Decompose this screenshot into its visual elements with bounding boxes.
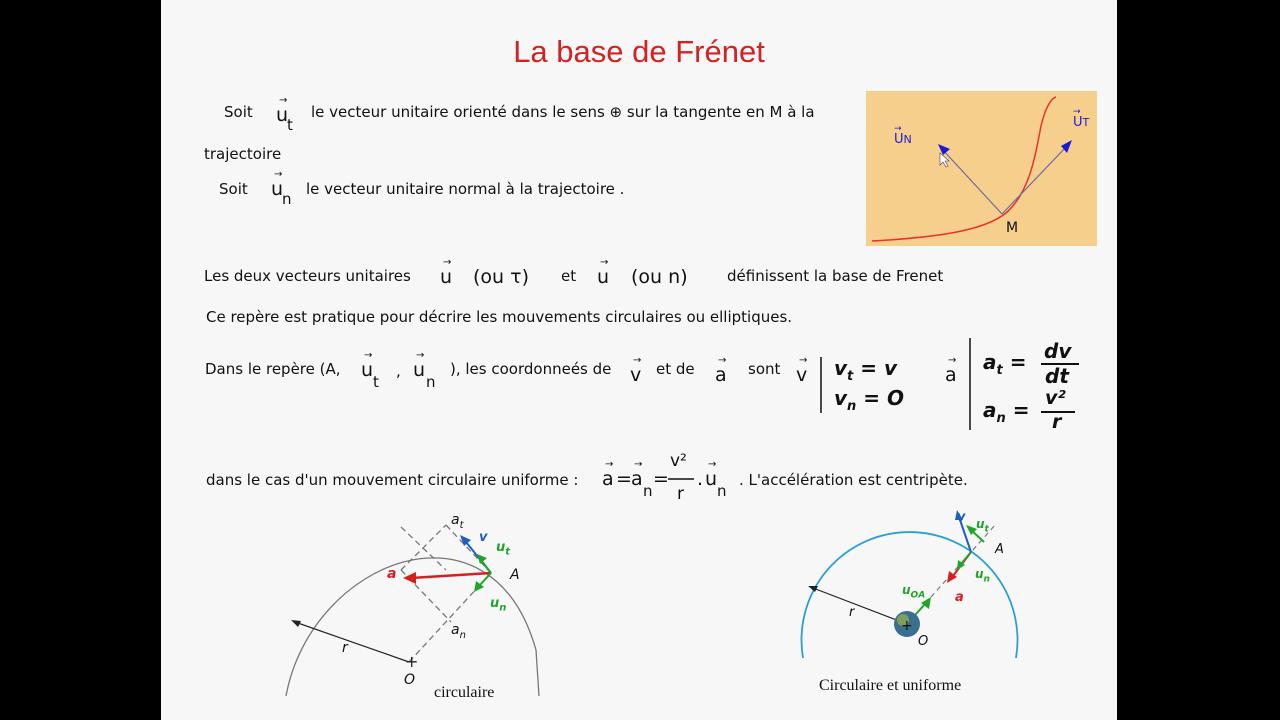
a-vector [411, 573, 491, 578]
definition-ut-text: le vecteur unitaire orienté dans le sens ⊕ sur la tangente en M à la [311, 103, 815, 121]
vector-v: v → [630, 355, 642, 386]
vector-a-2: a → [945, 355, 957, 386]
label-a-left: a [387, 566, 397, 582]
un-vector-right [961, 552, 971, 564]
definissent-text: définissent la base de Frenet [727, 267, 944, 285]
label-O-left: O [404, 672, 416, 688]
label-O-right: O [918, 634, 929, 649]
vt-formula: $v_t = v$ [834, 356, 897, 384]
comma-text: , [396, 362, 401, 380]
vector-a: a → [715, 355, 727, 386]
an-formula: $a_n$ = [983, 398, 1030, 426]
radius-line [295, 622, 409, 662]
label-v-right: v [957, 510, 966, 525]
deux-vecteurs-text: Les deux vecteurs unitaires [204, 267, 411, 285]
label-ut-right: $u_t$ [976, 517, 989, 535]
v2-numerator: v² [1045, 387, 1066, 409]
definition-un-text: le vecteur unitaire normal à la trajectoire . [306, 180, 625, 198]
soit-label-1: Soit [224, 103, 253, 121]
frac-line-3 [668, 478, 698, 481]
label-un: UN → [894, 124, 912, 147]
v2-num-2: v² [670, 451, 687, 471]
arrow-icon: → [274, 169, 283, 180]
v-bar [820, 357, 824, 413]
label-A-right: A [995, 542, 1004, 557]
caption-circulaire-uniforme: Circulaire et uniforme [819, 677, 962, 694]
vector-v-2: v → [796, 355, 808, 386]
label-a-right: a [955, 590, 964, 605]
centripete-text: . L'accélération est centripète. [739, 471, 968, 489]
un-vector [479, 573, 491, 586]
svg-text:+: + [405, 652, 419, 671]
dv-numerator: dv [1044, 339, 1072, 363]
coordonnees-text: ), les coordonneés de [450, 360, 612, 378]
figure-background [866, 91, 1097, 246]
dot-text: . [697, 468, 704, 490]
label-r-right: r [849, 605, 855, 620]
label-v-left: v [479, 530, 488, 545]
soit-label-2: Soit [219, 180, 248, 198]
et-de-text: et de [656, 360, 695, 378]
svg-text:+: + [901, 618, 913, 634]
vector-ut-2: u → [440, 257, 453, 288]
arrow-icon: → [279, 95, 288, 106]
slide [161, 0, 1117, 720]
label-uoa: $u_{OA}$ [902, 583, 926, 601]
vector-un-4: u → n [705, 459, 727, 500]
eq-2: = [653, 468, 669, 490]
vector-un-1: u → n [271, 169, 292, 208]
eq-1: = [616, 468, 632, 490]
vector-ut-1: u → t [276, 95, 293, 134]
et-text: et [561, 267, 577, 285]
label-ut: UT → [1073, 107, 1090, 130]
sont-text: sont [748, 360, 781, 378]
label-un-left: $u_n$ [490, 596, 507, 614]
frenet-figure [866, 91, 1097, 246]
label-un-right: $u_n$ [975, 567, 990, 585]
page-title: La base de Frénet [513, 34, 765, 69]
vector-un-3: u → n [413, 350, 436, 391]
vn-formula: $v_n = O$ [834, 386, 905, 414]
vector-a-3: a → [602, 459, 614, 490]
label-an: $a_n$ [451, 622, 466, 641]
caption-circulaire: circulaire [434, 684, 495, 701]
vector-un-2: u → [597, 257, 610, 288]
radius-line-right [813, 588, 907, 624]
a-bar [969, 338, 973, 430]
vector-an: a → n [631, 459, 653, 500]
dans-repere-text: Dans le repère (A, [205, 360, 341, 378]
r-denominator: r [1052, 411, 1062, 433]
ou-n: (ou n) [631, 266, 688, 288]
repere-pratique-text: Ce repère est pratique pour décrire les mouvements circulaires ou elliptiques. [206, 308, 793, 326]
ou-tau: (ou τ) [473, 266, 530, 288]
label-ut-left: $u_t$ [496, 540, 511, 558]
vector-ut-3: u → t [361, 350, 379, 391]
trajectoire-text: trajectoire [204, 145, 282, 163]
at-formula: $a_t$ = [983, 350, 1027, 378]
label-at: $a_t$ [451, 512, 464, 531]
dt-denominator: dt [1045, 364, 1069, 388]
cas-circulaire-text: dans le cas d'un mouvement circulaire uniforme : [206, 471, 579, 489]
label-m: M [1006, 220, 1019, 236]
label-r-left: r [342, 640, 348, 656]
label-A-left: A [510, 567, 520, 583]
r-den-2: r [677, 484, 684, 504]
